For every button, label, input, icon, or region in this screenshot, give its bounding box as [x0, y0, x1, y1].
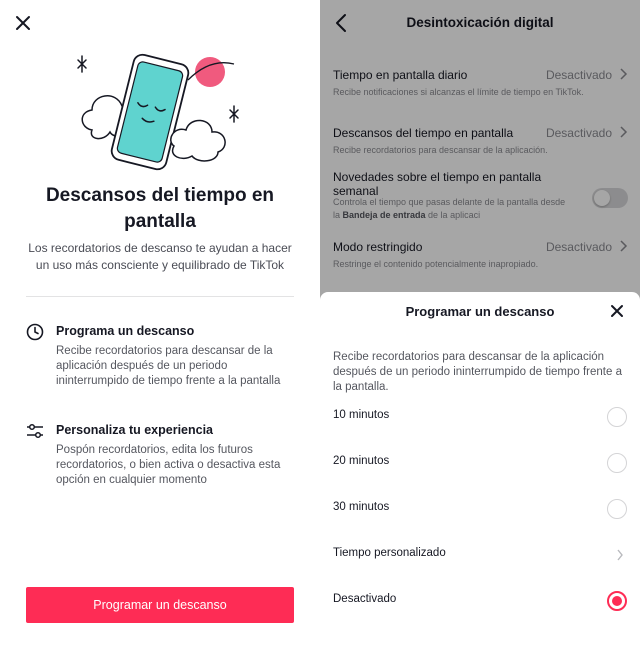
subtitle-text: de la aplicaci [425, 210, 481, 220]
setting-label: Descansos del tiempo en pantalla [333, 126, 514, 140]
schedule-break-button[interactable]: Programar un descanso [26, 587, 294, 623]
option-20-minutes[interactable] [320, 448, 640, 478]
setting-subtitle: Restringe el contenido potencialmente inapropiado. [333, 259, 539, 269]
option-label: 20 minutos [333, 455, 390, 467]
option-label: Desactivado [333, 593, 397, 605]
radio-button[interactable] [607, 407, 627, 427]
divider [26, 296, 294, 297]
sliders-icon [26, 422, 44, 440]
setting-subtitle: Recibe notificaciones si alcanzas el límite de tiempo en TikTok. [333, 87, 584, 97]
radio-button[interactable] [607, 499, 627, 519]
close-icon[interactable] [608, 302, 626, 320]
header-title: Desintoxicación digital [406, 15, 554, 30]
feature-description: Pospón recordatorios, edita los futuros recordatorios, o bien activa o desactiva esta opción en cualquier momento [56, 444, 281, 486]
radio-button-selected[interactable] [607, 591, 627, 611]
option-30-minutes[interactable] [320, 494, 640, 524]
clock-icon [26, 323, 44, 341]
option-label: Tiempo personalizado [333, 547, 446, 559]
setting-value: Desactivado [545, 68, 612, 82]
option-disabled[interactable] [320, 586, 640, 616]
inbox-link-text: Bandeja de entrada [342, 210, 426, 220]
sheet-title: Programar un descanso [405, 304, 555, 319]
setting-label: Tiempo en pantalla diario [333, 68, 468, 82]
radio-button[interactable] [607, 453, 627, 473]
subtitle-text: Controla el tiempo que pasas delante de la pantalla desde la [333, 197, 566, 220]
setting-value: Desactivado [545, 240, 612, 254]
option-custom-time[interactable] [320, 540, 640, 570]
close-icon[interactable] [12, 12, 34, 34]
feature-description: Recibe recordatorios para descansar de la aplicación después de un periodo ininterrumpido de tiempo frente a la pantalla [56, 345, 281, 387]
option-label: 30 minutos [333, 501, 390, 513]
chevron-right-icon [616, 548, 624, 562]
page-title: Descansos del tiempo en pantalla [45, 185, 275, 232]
page-description: Los recordatorios de descanso te ayudan a hacer un uso más consciente y equilibrado de TikTok [28, 241, 292, 272]
setting-value: Desactivado [545, 126, 612, 140]
sheet-description: Recibe recordatorios para descansar de la aplicación después de un periodo ininterrumpido de tiempo frente a la pantalla. [333, 351, 622, 393]
setting-label: Modo restringido [333, 240, 423, 254]
setting-subtitle: Recibe recordatorios para descansar de la aplicación. [333, 145, 548, 155]
option-10-minutes[interactable] [320, 402, 640, 432]
feature-title: Programa un descanso [56, 324, 195, 338]
digital-wellbeing-panel [320, 0, 640, 646]
phone-relax-illustration [70, 50, 250, 180]
feature-title: Personaliza tu experiencia [56, 423, 214, 437]
option-label: 10 minutos [333, 409, 390, 421]
setting-label: Novedades sobre el tiempo en pantalla semanal [333, 170, 542, 198]
